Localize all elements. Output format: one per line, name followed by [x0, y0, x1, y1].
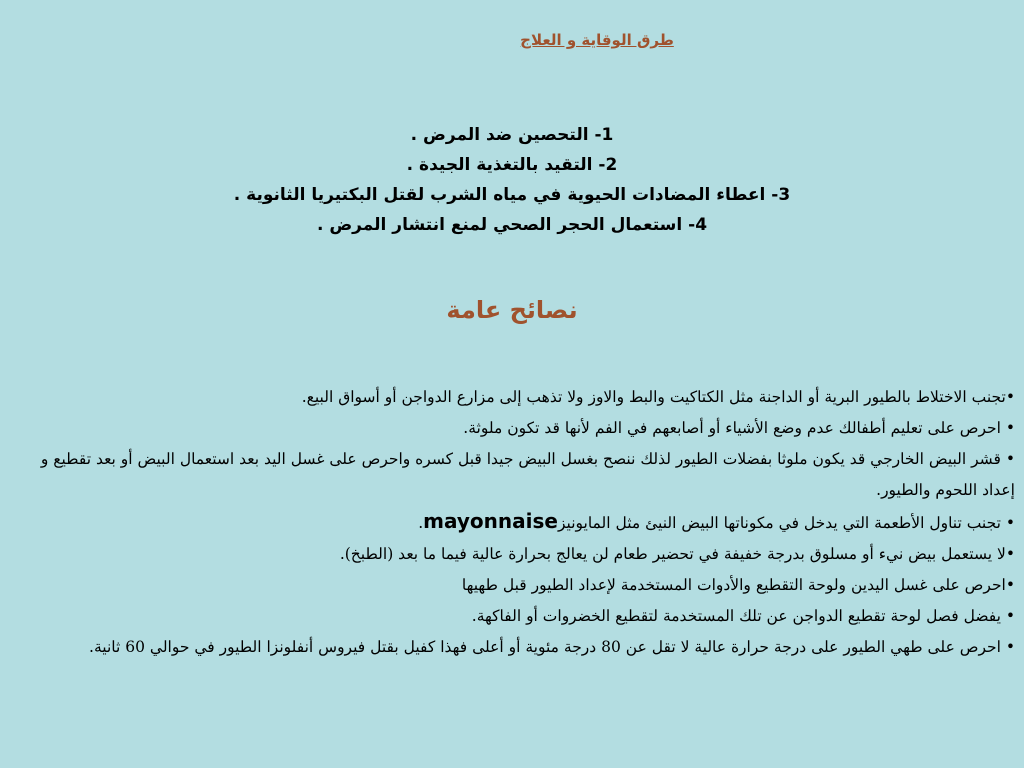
- advice-item: • يفضل فصل لوحة تقطيع الدواجن عن تلك المستخدمة لتقطيع الخضروات أو الفاكهة.: [471, 607, 1015, 625]
- advice-suffix: .: [418, 514, 424, 532]
- numbered-item: 1- التحصين ضد المرض .: [410, 125, 614, 145]
- numbered-list: [0, 120, 1024, 240]
- numbered-item: 2- التقيد بالتغذية الجيدة .: [406, 155, 618, 175]
- section-heading: نصائح عامة: [446, 296, 578, 324]
- slide-title-container: [0, 30, 1024, 49]
- advice-item: • قشر البيض الخارجي قد يكون ملوثا بفضلات الطيور لذلك ننصح بغسل البيض جيدا قبل كسره واحرص على غسل اليد بعد استعمال البيض أو بعد تقطيع و إعداد اللحوم والطيور.: [40, 450, 1015, 499]
- slide-title: طرق الوقاية و العلاج: [520, 31, 674, 49]
- advice-text: • تجنب تناول الأطعمة التي يدخل في مكوناتها البيض النيئ مثل المايونيز: [557, 514, 1015, 532]
- mayonnaise-term: mayonnaise: [423, 509, 558, 533]
- advice-item: • احرص على تعليم أطفالك عدم وضع الأشياء أو أصابعهم في الفم لأنها قد تكون ملوثة.: [463, 419, 1015, 437]
- numbered-item: 4- استعمال الحجر الصحي لمنع انتشار المرض .: [316, 215, 708, 235]
- numbered-item: 3- اعطاء المضادات الحيوية في مياه الشرب لقتل البكتيريا الثانوية .: [233, 185, 791, 205]
- advice-item-mayonnaise: [40, 506, 1015, 539]
- advice-list: [40, 382, 1015, 663]
- advice-item: •لا يستعمل بيض نيء أو مسلوق بدرجة خفيفة في تحضير طعام لن يعالج بحرارة عالية فيما ما بعد (الطبخ).: [339, 545, 1015, 563]
- advice-item: • احرص على طهي الطيور على درجة حرارة عالية لا تقل عن 80 درجة مئوية أو أعلى فهذا كفيل بقتل فيروس أنفلونزا الطيور في حوالي 60 ثانية.: [89, 638, 1015, 656]
- advice-item: •تجنب الاختلاط بالطيور البرية أو الداجنة مثل الكتاكيت والبط والاوز ولا تذهب إلى مزارع الدواجن أو أسواق البيع.: [301, 388, 1015, 406]
- advice-item: •احرص على غسل اليدين ولوحة التقطيع والأدوات المستخدمة لإعداد الطيور قبل طهيها: [461, 576, 1015, 594]
